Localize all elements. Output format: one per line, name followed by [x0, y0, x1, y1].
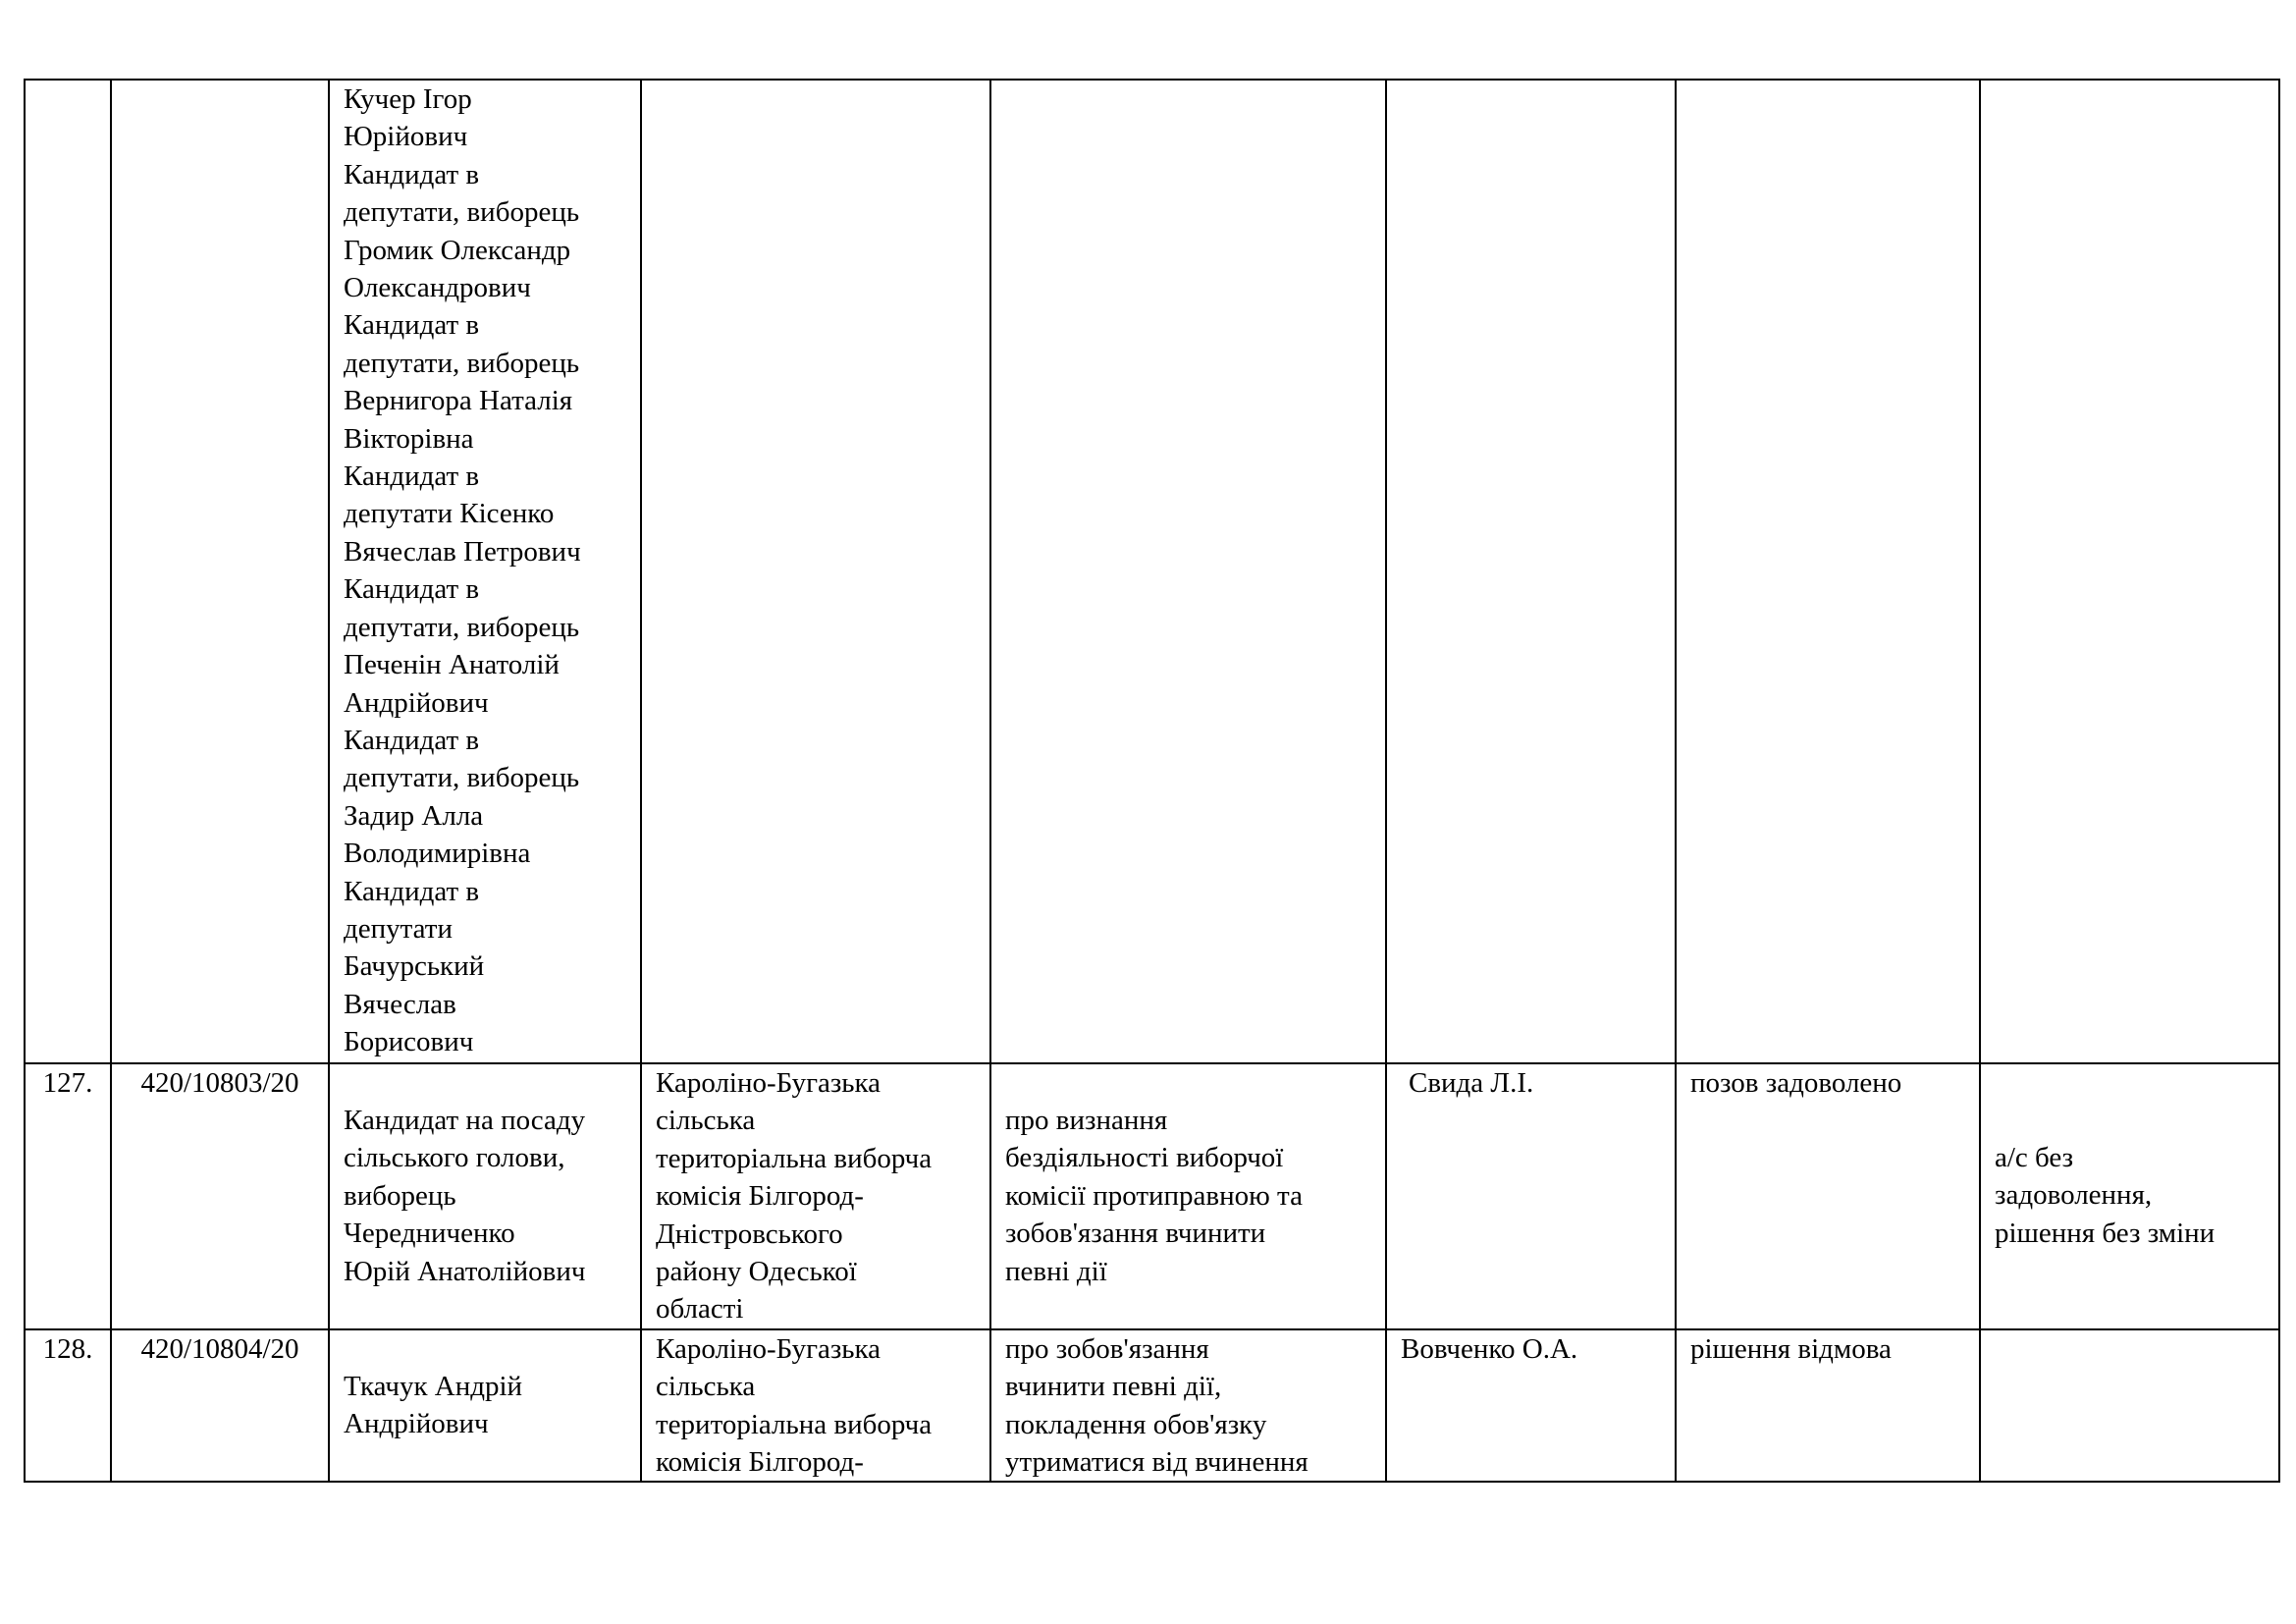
judge-cell: [1386, 80, 1676, 1063]
defendant-cell: Кароліно-Бугазька сільська територіальна виборча комісія Білгород-: [641, 1329, 990, 1483]
subject-cell: [990, 80, 1386, 1063]
court-cases-table: [24, 79, 2280, 1483]
subject-text: про визнання бездіяльності виборчої комісії протиправною та зобов'язання вчинити певні дії: [1005, 1105, 1303, 1287]
plaintiff-cell: Кучер Ігор Юрійович Кандидат в депутати, виборець Громик Олександр Олександрович Кандидат в депутати, виборець Вернигора Наталія Вікторівна Кандидат в депутати Кісенко Вячеслав Петрович Кандидат в депутати, виборець Печенін Анатолій Андрійович Кандидат в депутати, виборець Задир Алла Володимирівна Кандидат в депутати Бачурський Вячеслав Борисович: [329, 80, 641, 1063]
plaintiff-cell: [329, 1329, 641, 1483]
judge-cell: [1386, 1063, 1676, 1329]
case-number-cell: 420/10804/20: [111, 1329, 329, 1483]
defendant-cell: [641, 80, 990, 1063]
row-number-cell: 127.: [25, 1063, 111, 1329]
table-row: [25, 1063, 2279, 1329]
appeal-cell: [1980, 1329, 2279, 1483]
plaintiff-text: Ткачук Андрій Андрійович: [344, 1370, 523, 1440]
defendant-cell: Кароліно-Бугазька сільська територіальна виборча комісія Білгород- Дністровського району Одеської області: [641, 1063, 990, 1329]
appeal-text: а/с без задоволення, рішення без зміни: [1995, 1142, 2216, 1249]
judge-cell: Вовченко О.А.: [1386, 1329, 1676, 1483]
plaintiff-cell: [329, 1063, 641, 1329]
appeal-cell: [1980, 80, 2279, 1063]
result-cell: [1676, 80, 1980, 1063]
case-number-cell: 420/10803/20: [111, 1063, 329, 1329]
table-row: [25, 80, 2279, 1063]
judge-text: Свида Л.І.: [1409, 1067, 1534, 1099]
case-number-cell: [111, 80, 329, 1063]
table-row: [25, 1329, 2279, 1483]
result-cell: позов задоволено: [1676, 1063, 1980, 1329]
plaintiff-text: Кандидат на посаду сільського голови, виборець Чередниченко Юрій Анатолійович: [344, 1105, 586, 1287]
row-number-cell: [25, 80, 111, 1063]
appeal-cell: [1980, 1063, 2279, 1329]
subject-cell: [990, 1063, 1386, 1329]
result-cell: рішення відмова: [1676, 1329, 1980, 1483]
row-number-cell: 128.: [25, 1329, 111, 1483]
subject-cell: про зобов'язання вчинити певні дії, покладення обов'язку утриматися від вчинення: [990, 1329, 1386, 1483]
